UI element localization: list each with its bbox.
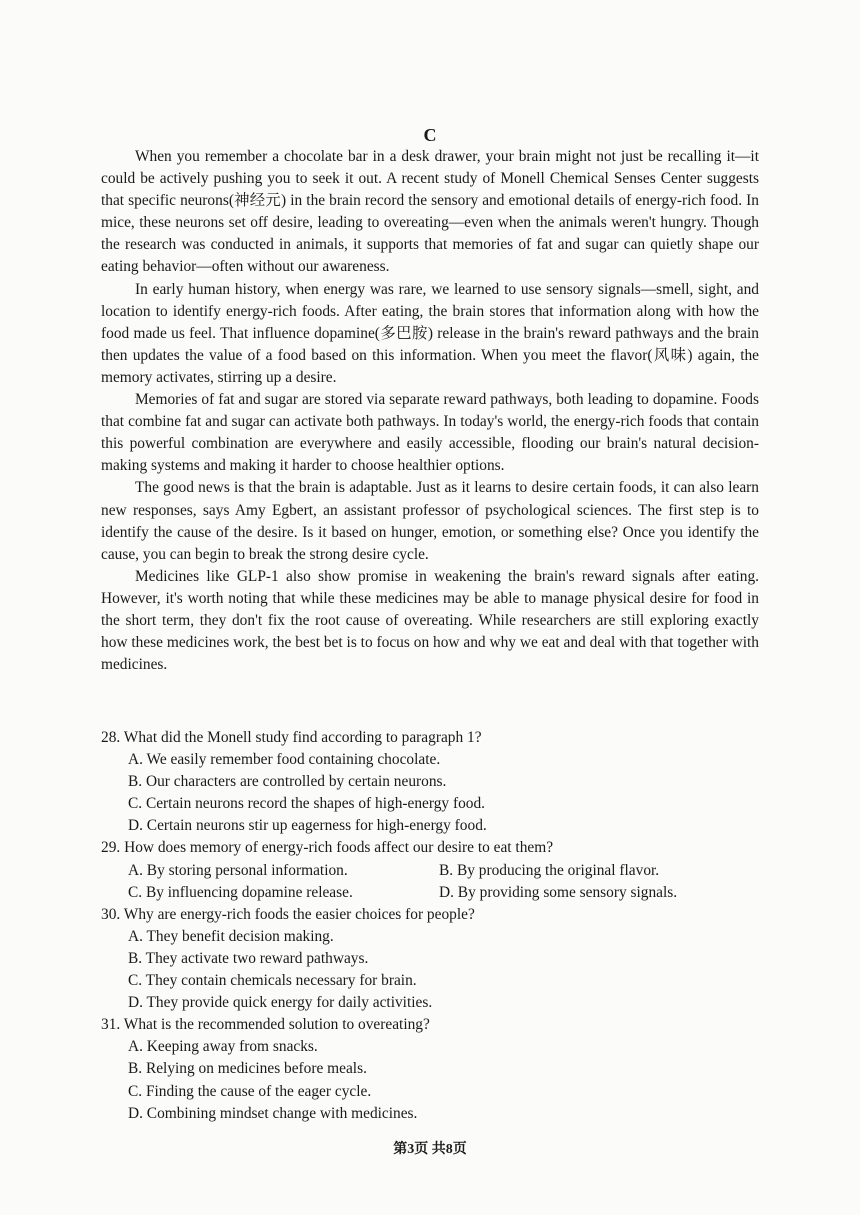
option-b: B. Relying on medicines before meals. xyxy=(128,1060,367,1078)
option-c: C. By influencing dopamine release. xyxy=(128,883,353,901)
paragraph-2: In early human history, when energy was rare, we learned to use sensory signals—smell, sight, and location to identify energy-rich foods. After eating, the brain stores that information along with how the food made us feel. That influence dopamine(多巴胺) release in the brain's reward pathways and the brain then updates the value of a food based on this information. When you meet the flavor(风味) again, the memory activates, stirring up a desire. xyxy=(101,280,759,386)
page-number-footer: 第3页 共8页 xyxy=(393,1142,467,1157)
section-title: C xyxy=(423,125,437,145)
option-d: D. Combining mindset change with medicines. xyxy=(128,1104,418,1122)
option-row xyxy=(128,860,761,882)
option-c: C. Finding the cause of the eager cycle. xyxy=(128,1082,372,1100)
question-31 xyxy=(101,1014,761,1124)
option-c: C. Certain neurons record the shapes of high-energy food. xyxy=(128,795,486,813)
option-a: A. We easily remember food containing chocolate. xyxy=(128,751,441,769)
option-a: A. They benefit decision making. xyxy=(128,927,334,945)
paragraph-4: The good news is that the brain is adaptable. Just as it learns to desire certain foods, it can also learn new responses, says Amy Egbert, an assistant professor of psychological sciences. The first step is to identify the cause of the desire. Is it based on hunger, emotion, or something else? Once you identify the cause, you can begin to break the strong desire cycle. xyxy=(101,479,759,563)
paragraph-5: Medicines like GLP-1 also show promise in weakening the brain's reward signals after eating. However, it's worth noting that while these medicines may be able to manage physical desire for food in the short term, they don't fix the root cause of overeating. While researchers are still exploring exactly how these medicines work, the best bet is to focus on how and why we eat and deal with that together with medicines. xyxy=(101,567,759,674)
question-30 xyxy=(101,904,761,1014)
question-list xyxy=(101,727,761,1125)
question-stem: 31. What is the recommended solution to overeating? xyxy=(101,1016,430,1034)
question-stem: 30. Why are energy-rich foods the easier choices for people? xyxy=(101,905,475,923)
option-b: B. They activate two reward pathways. xyxy=(128,949,369,967)
option-a: A. Keeping away from snacks. xyxy=(128,1038,318,1056)
option-d: D. Certain neurons stir up eagerness for high-energy food. xyxy=(128,817,487,835)
option-d: D. By providing some sensory signals. xyxy=(439,883,678,901)
paragraph-1: When you remember a chocolate bar in a desk drawer, your brain might not just be recalling it—it could be actively pushing you to seek it out. A recent study of Monell Chemical Senses Center suggests that specific neurons(神经元) in the brain record the sensory and emotional details of energy-rich food. In mice, these neurons set off desire, leading to overeating—even when the animals weren't hungry. Though the research was conducted in animals, it supports that memories of fat and sugar can quietly shape our eating behavior—often without our awareness. xyxy=(101,148,759,276)
option-a: A. By storing personal information. xyxy=(128,861,348,879)
paragraph-3: Memories of fat and sugar are stored via separate reward pathways, both leading to dopamine. Foods that combine fat and sugar can activate both pathways. In today's world, the energy-rich foods that contain this powerful combination are everywhere and easily accessible, flooding our brain's natural decision-making systems and making it harder to choose healthier options. xyxy=(101,391,759,475)
option-b: B. Our characters are controlled by certain neurons. xyxy=(128,773,447,791)
option-row xyxy=(128,882,761,904)
question-stem: 29. How does memory of energy-rich foods affect our desire to eat them? xyxy=(101,839,554,857)
option-d: D. They provide quick energy for daily activities. xyxy=(128,994,433,1012)
question-29 xyxy=(101,837,761,903)
question-28 xyxy=(101,727,761,837)
option-b: B. By producing the original flavor. xyxy=(439,861,660,879)
reading-passage xyxy=(101,146,759,676)
question-stem: 28. What did the Monell study find according to paragraph 1? xyxy=(101,729,482,746)
option-c: C. They contain chemicals necessary for brain. xyxy=(128,972,417,990)
